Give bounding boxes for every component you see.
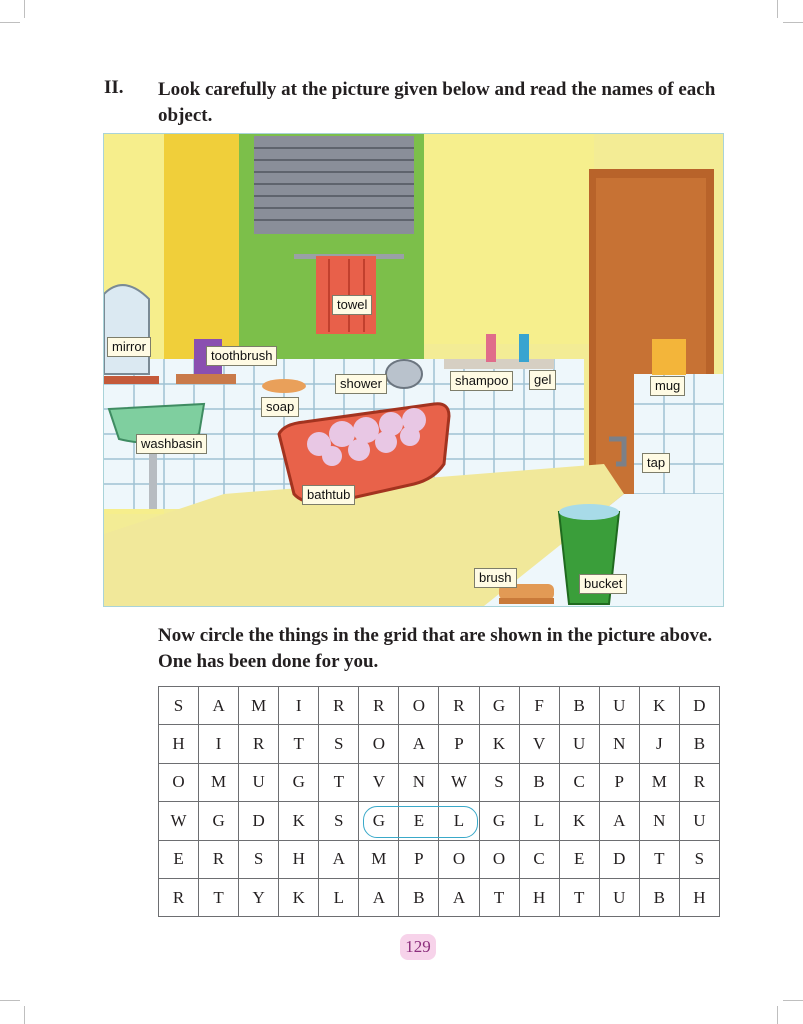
grid-cell[interactable]: S	[319, 725, 359, 763]
grid-cell[interactable]: R	[159, 878, 199, 916]
crop-mark	[777, 0, 778, 18]
grid-cell[interactable]: I	[199, 725, 239, 763]
label-shower: shower	[335, 374, 387, 394]
grid-cell[interactable]: J	[639, 725, 679, 763]
grid-cell[interactable]: V	[519, 725, 559, 763]
grid-cell[interactable]: I	[279, 687, 319, 725]
grid-cell[interactable]: G	[199, 802, 239, 840]
grid-cell[interactable]: B	[559, 687, 599, 725]
label-shampoo: shampoo	[450, 371, 513, 391]
grid-cell[interactable]: O	[159, 763, 199, 801]
grid-cell[interactable]: S	[479, 763, 519, 801]
grid-cell[interactable]: A	[199, 687, 239, 725]
page-number: 129	[400, 934, 436, 960]
label-brush: brush	[474, 568, 517, 588]
grid-cell[interactable]: R	[359, 687, 399, 725]
grid-cell[interactable]: R	[679, 763, 719, 801]
grid-cell[interactable]: C	[519, 840, 559, 878]
grid-cell[interactable]: K	[639, 687, 679, 725]
grid-cell[interactable]: N	[399, 763, 439, 801]
grid-cell[interactable]: U	[599, 687, 639, 725]
grid-cell[interactable]: O	[439, 840, 479, 878]
grid-cell[interactable]: H	[279, 840, 319, 878]
grid-cell[interactable]: G	[279, 763, 319, 801]
grid-cell[interactable]: B	[519, 763, 559, 801]
label-bathtub: bathtub	[302, 485, 355, 505]
grid-cell[interactable]: R	[239, 725, 279, 763]
crop-mark	[24, 0, 25, 18]
grid-cell[interactable]: W	[439, 763, 479, 801]
grid-cell[interactable]: U	[239, 763, 279, 801]
grid-cell[interactable]: K	[279, 878, 319, 916]
grid-cell[interactable]: T	[639, 840, 679, 878]
grid-cell[interactable]: D	[599, 840, 639, 878]
grid-cell[interactable]: M	[199, 763, 239, 801]
word-search-grid	[158, 686, 720, 917]
grid-cell[interactable]: L	[519, 802, 559, 840]
grid-cell[interactable]: L	[319, 878, 359, 916]
label-soap: soap	[261, 397, 299, 417]
grid-cell[interactable]: E	[399, 802, 439, 840]
grid-cell[interactable]: T	[479, 878, 519, 916]
grid-cell[interactable]: R	[199, 840, 239, 878]
grid-cell[interactable]: R	[439, 687, 479, 725]
grid-table	[158, 686, 720, 917]
grid-cell[interactable]: M	[239, 687, 279, 725]
grid-cell[interactable]: D	[679, 687, 719, 725]
grid-cell[interactable]: R	[319, 687, 359, 725]
crop-mark	[0, 1000, 20, 1001]
grid-cell[interactable]: M	[639, 763, 679, 801]
label-tap: tap	[642, 453, 670, 473]
grid-cell[interactable]: B	[639, 878, 679, 916]
grid-cell[interactable]: E	[559, 840, 599, 878]
grid-cell[interactable]: S	[679, 840, 719, 878]
grid-cell[interactable]: P	[399, 840, 439, 878]
grid-cell[interactable]: C	[559, 763, 599, 801]
grid-cell[interactable]: N	[599, 725, 639, 763]
grid-cell[interactable]: A	[359, 878, 399, 916]
grid-cell[interactable]: O	[359, 725, 399, 763]
grid-cell[interactable]: T	[319, 763, 359, 801]
grid-cell[interactable]: T	[559, 878, 599, 916]
grid-cell[interactable]: A	[599, 802, 639, 840]
grid-cell[interactable]: N	[639, 802, 679, 840]
grid-cell[interactable]: F	[519, 687, 559, 725]
grid-cell[interactable]: U	[559, 725, 599, 763]
question-text: Look carefully at the picture given below and read the names of each object.	[158, 79, 716, 126]
label-gel: gel	[529, 370, 556, 390]
bathroom-illustration	[104, 134, 723, 606]
grid-cell[interactable]: D	[239, 802, 279, 840]
label-towel: towel	[332, 295, 372, 315]
grid-cell[interactable]: S	[159, 687, 199, 725]
grid-row	[159, 878, 720, 916]
grid-cell[interactable]: G	[359, 802, 399, 840]
grid-cell[interactable]: P	[599, 763, 639, 801]
crop-mark	[783, 22, 803, 23]
grid-row	[159, 802, 720, 840]
label-mirror: mirror	[107, 337, 151, 357]
grid-cell[interactable]: H	[679, 878, 719, 916]
grid-cell[interactable]: O	[479, 840, 519, 878]
grid-cell[interactable]: S	[319, 802, 359, 840]
grid-cell[interactable]: M	[359, 840, 399, 878]
crop-mark	[777, 1006, 778, 1024]
instruction-text: Now circle the things in the grid that are shown in the picture above. One has been done for you.	[158, 625, 713, 672]
grid-cell[interactable]: A	[319, 840, 359, 878]
label-toothbrush: toothbrush	[206, 346, 277, 366]
crop-mark	[24, 1006, 25, 1024]
grid-cell[interactable]: Y	[239, 878, 279, 916]
grid-cell[interactable]: O	[399, 687, 439, 725]
grid-cell[interactable]: K	[279, 802, 319, 840]
question-number: II.	[104, 77, 124, 98]
grid-cell[interactable]: G	[479, 802, 519, 840]
grid-cell[interactable]: H	[159, 725, 199, 763]
grid-row	[159, 763, 720, 801]
crop-mark	[783, 1000, 803, 1001]
grid-cell[interactable]: U	[679, 802, 719, 840]
grid-cell[interactable]: E	[159, 840, 199, 878]
grid-cell[interactable]: B	[679, 725, 719, 763]
grid-cell[interactable]: W	[159, 802, 199, 840]
grid-cell[interactable]: B	[399, 878, 439, 916]
label-washbasin: washbasin	[136, 434, 207, 454]
crop-mark	[0, 22, 20, 23]
grid-cell[interactable]: L	[439, 802, 479, 840]
grid-cell[interactable]: G	[479, 687, 519, 725]
grid-row	[159, 840, 720, 878]
grid-cell[interactable]: V	[359, 763, 399, 801]
label-mug: mug	[650, 376, 685, 396]
grid-cell[interactable]: T	[279, 725, 319, 763]
grid-cell[interactable]: A	[439, 878, 479, 916]
grid-cell[interactable]: P	[439, 725, 479, 763]
grid-cell[interactable]: T	[199, 878, 239, 916]
bathroom-picture	[103, 133, 724, 607]
grid-cell[interactable]: H	[519, 878, 559, 916]
label-bucket: bucket	[579, 574, 627, 594]
grid-row	[159, 687, 720, 725]
grid-cell[interactable]: K	[479, 725, 519, 763]
grid-cell[interactable]: S	[239, 840, 279, 878]
grid-cell[interactable]: U	[599, 878, 639, 916]
grid-row	[159, 725, 720, 763]
grid-cell[interactable]: A	[399, 725, 439, 763]
grid-cell[interactable]: K	[559, 802, 599, 840]
